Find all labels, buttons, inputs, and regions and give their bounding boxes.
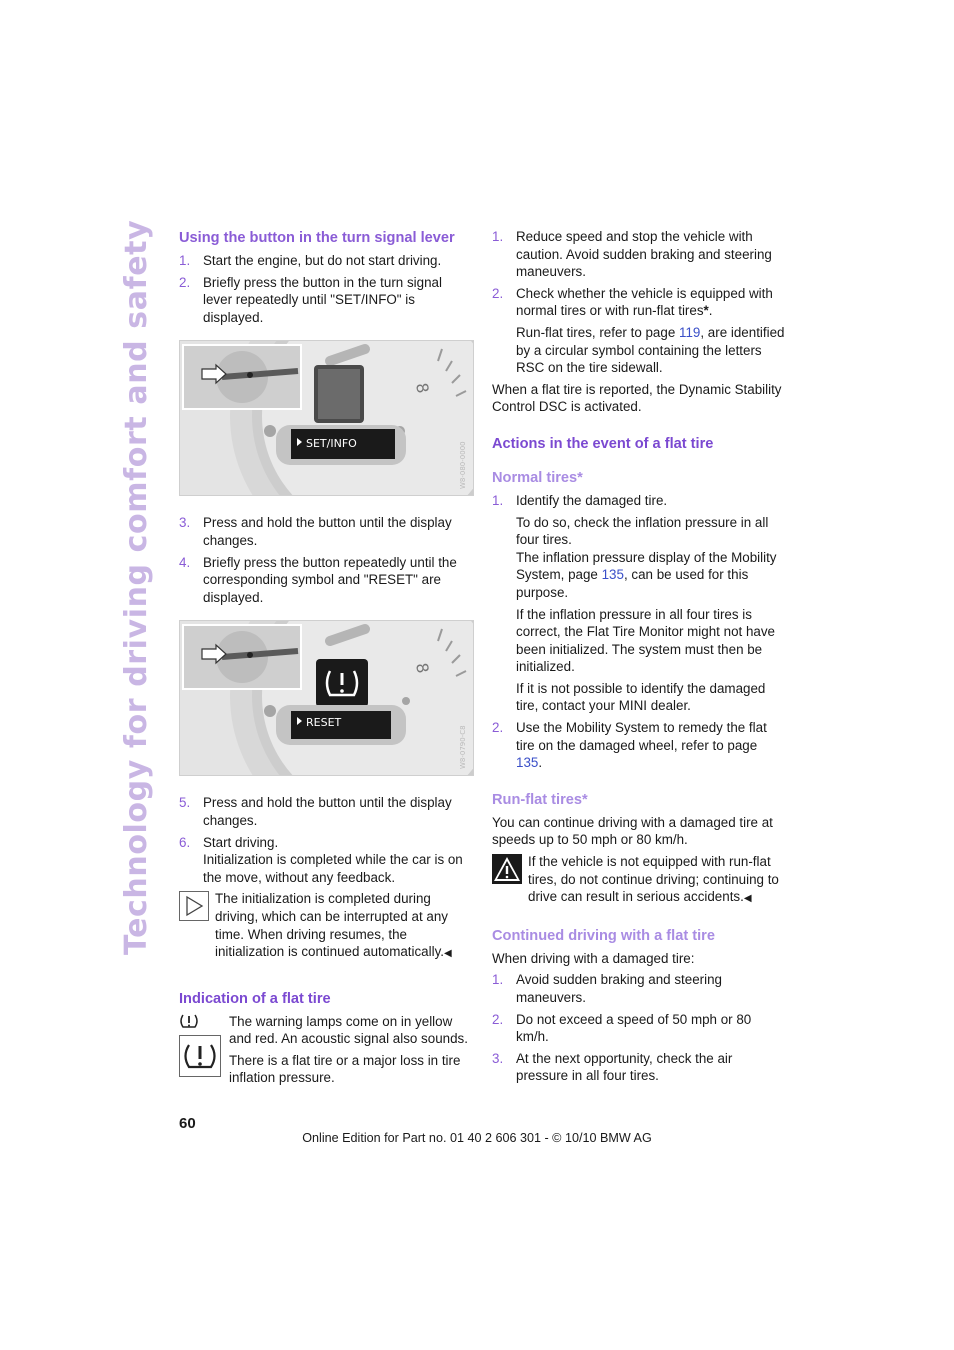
svg-text:W8-0790-C8: W8-0790-C8 bbox=[459, 725, 467, 770]
figure-display-text: SET/INFO bbox=[306, 437, 357, 451]
list-item: 1. Start the engine, but do not start driving. bbox=[179, 253, 442, 268]
svg-text:W8-080-0000: W8-080-0000 bbox=[459, 441, 467, 490]
chapter-side-title: Technology for driving comfort and safety bbox=[119, 219, 154, 955]
page-link-119[interactable]: 119 bbox=[679, 324, 701, 340]
list-item: 4. Briefly press the button repeatedly until the corresponding symbol and "RESET" are displayed. bbox=[179, 554, 457, 605]
instrument-cluster-figure-setinfo bbox=[179, 340, 474, 496]
page-number: 60 bbox=[179, 1115, 196, 1132]
section-heading-turn-signal: Using the button in the turn signal lever bbox=[179, 230, 455, 246]
list-item: 2. Use the Mobility System to remedy the flat tire on the damaged wheel, refer to page 135. bbox=[492, 720, 767, 771]
footer: Online Edition for Part no. 01 40 2 606 301 - © 10/10 BMW AG bbox=[302, 1131, 652, 1145]
figure-display-text: RESET bbox=[306, 716, 342, 730]
note-triangle-icon bbox=[179, 891, 209, 921]
warning-box: If the vehicle is not equipped with run-flat tires, do not continue driving; continuing to drive can result in serious accidents.◀ bbox=[492, 853, 786, 908]
section-heading-indication: Indication of a flat tire bbox=[179, 990, 331, 1007]
page-link-135[interactable]: 135 bbox=[601, 567, 624, 583]
note-box: The initialization is completed during driving, which can be interrupted at any time. When driving resumes, the initialization is continued automatically.◀ bbox=[179, 890, 474, 962]
indication-row: The warning lamps come on in yellow and red. An acoustic signal also sounds. There is a flat tire or a major loss in tire inflation pressure. bbox=[179, 1013, 474, 1087]
left-column bbox=[179, 228, 474, 1087]
svg-text:8: 8 bbox=[412, 661, 433, 676]
list-item: 3. Press and hold the button until the display changes. bbox=[179, 515, 452, 548]
runflat-reference: Run-flat tires, refer to page 119, are identified by a circular symbol containing the letters RSC on the tire sidewall. bbox=[516, 324, 785, 376]
list-item: 2. Briefly press the button in the turn signal lever repeatedly until "SET/INFO" is displayed. bbox=[179, 274, 442, 325]
mobility-system-reference: The inflation pressure display of the Mobility System, page 135, can be used for this purpose. bbox=[516, 549, 777, 600]
page-link-135[interactable]: 135 bbox=[516, 755, 539, 771]
list-item: 5. Press and hold the button until the display changes. bbox=[179, 795, 452, 828]
list-item: 2. Do not exceed a speed of 50 mph or 80 km/h. bbox=[492, 1011, 752, 1045]
list-item: 3. At the next opportunity, check the air pressure in all four tires. bbox=[492, 1050, 733, 1084]
right-column: 1. Reduce speed and stop the vehicle with caution. Avoid sudden braking and steering maneuvers. 2. Check whether the vehicle is equipped with normal tires or with run-flat tires*. Run-flat tires, refer to page 119, are identified by a circular symbol containing the letters RSC on the tire sidewall. When a flat tire is reported, the Dynamic Stability Control DSC is activated. Actions in the event of a flat tire Normal tires* 1. Identify the damaged tire. To do so, check the inflation pressure in all four tires. The inflation pressure display of the Mobility System, page 135, can be used for this purpose. If the inflation pressure in all four tires is correct, the Flat Tire Monitor might not have been initialized. The system must then be initialized. If it is not possible to identify the damaged tire, contact your MINI dealer. 2. Use the Mobility System to remedy the flat tire on the damaged wheel, refer to page 135. Run-flat tires* You can continue driving with a damaged tire at speeds up to 50 mph or 80 km/h. If the vehicle is not equipped with run-flat tires, do not continue driving; continuing to drive can result in serious accidents.◀ Continued driving with a flat tire When driving with a damaged tire: 1. Avoid sudden braking and steering maneuvers. 2. Do not exceed a speed of 50 mph or 80 km/h. 3. At the next opportunity, check the air pressure in all four tires. bbox=[492, 229, 785, 1084]
warning-triangle-icon bbox=[492, 854, 522, 884]
subheading-normal-tires: Normal tires* bbox=[492, 469, 583, 486]
list-item: 1. Reduce speed and stop the vehicle with caution. Avoid sudden braking and steering maneuvers. bbox=[492, 229, 772, 280]
list-item: 2. Check whether the vehicle is equipped with normal tires or with run-flat tires*. bbox=[492, 285, 773, 319]
subheading-continued-driving: Continued driving with a flat tire bbox=[492, 927, 715, 944]
list-item: 6. Start driving. Initialization is completed while the car is on the move, without any feedback. bbox=[179, 834, 463, 885]
tire-pressure-warning-icon bbox=[179, 1035, 221, 1077]
tire-pressure-warning-icon bbox=[179, 1013, 199, 1029]
svg-text:8: 8 bbox=[412, 381, 433, 396]
subheading-run-flat-tires: Run-flat tires* bbox=[492, 791, 588, 808]
list-item: 1. Avoid sudden braking and steering maneuvers. bbox=[492, 972, 722, 1005]
list-item: 1. Identify the damaged tire. bbox=[492, 492, 668, 508]
dsc-text: When a flat tire is reported, the Dynamic Stability Control DSC is activated. bbox=[492, 381, 782, 415]
section-heading-actions: Actions in the event of a flat tire bbox=[492, 435, 714, 452]
instrument-cluster-figure-reset bbox=[179, 620, 474, 776]
